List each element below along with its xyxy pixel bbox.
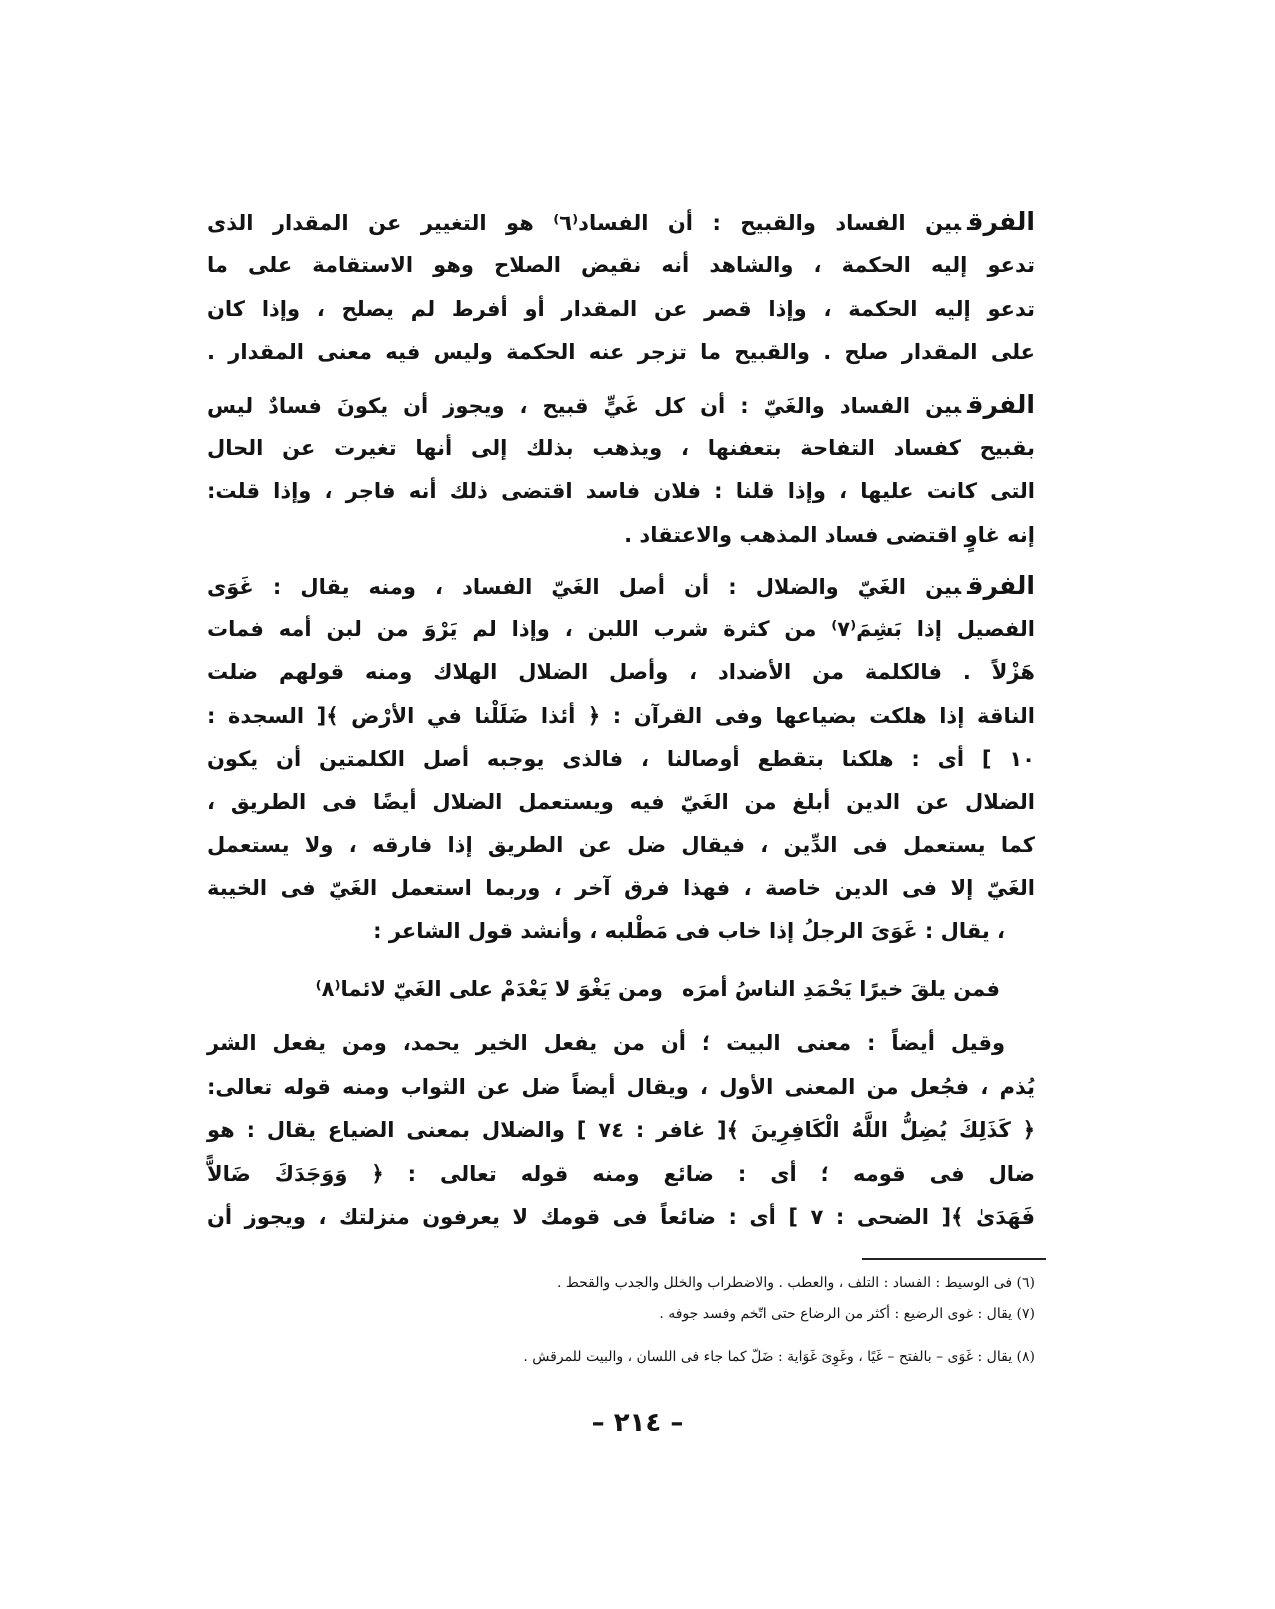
line-text: بين الغَيّ والضلال : أن أصل الغَيّ الفساد ، ومنه يقال : غَوَى: [207, 575, 962, 599]
text-line: الفصيل إذا بَشِمَ⁽٧⁾ من كثرة شرب اللبن ، وإذا لم يَرْوَ من لبن أمه فمات: [207, 617, 1036, 641]
line-text: بين الفساد والقبيح : أن الفساد⁽٦⁾ هو التغيير عن المقدار الذى: [207, 211, 962, 235]
text-line: الغَيّ إلا فى الدين خاصة ، فهذا فرق آخر ، وربما استعمل الغَيّ فى الخيبة: [207, 876, 1035, 900]
text-line: فَهَدَىٰ ﴾[ الضحى : ٧ ] أى : ضائعاً فى قومك لا يعرفون منزلتك ، ويجوز أن: [207, 1205, 1035, 1229]
verse-first-hemistich: فمن يلقَ خيرًا يَحْمَدِ الناسُ أمرَه: [681, 977, 1000, 1001]
text-line: [207, 207, 1035, 238]
text-line: [207, 571, 1035, 602]
text-line: تدعو إليه الحكمة ، وإذا قصر عن المقدار أو أفرط لم يصلح ، وإذا كان: [207, 297, 1035, 321]
text-line: كما يستعمل فى الدِّين ، فيقال ضل عن الطريق إذا فارقه ، ولا يستعمل: [207, 833, 1035, 857]
section-lead: الفرق: [967, 571, 1035, 600]
text-line: بقبيح كفساد التفاحة بتعفنها ، ويذهب بذلك إلى أنها تغيرت عن الحال: [207, 436, 1035, 460]
text-line: يُذم ، فجُعل من المعنى الأول ، ويقال أيضاً ضل عن الثواب ومنه قوله تعالى:: [207, 1075, 1035, 1099]
text-line: الضلال عن الدين أبلغ من الغَيّ فيه ويستعمل الضلال أيضًا فى الطريق ،: [207, 790, 1035, 814]
verse-second-hemistich: ومن يَغْوَ لا يَعْدَمْ على الغَيّ لائما⁽٨⁾: [315, 977, 663, 1001]
text-line: [207, 390, 1035, 421]
line-text: بين الفساد والغَيّ : أن كل غَيٍّ قبيح ، ويجوز أن يكونَ فسادٌ ليس: [207, 394, 962, 418]
text-line: الناقة إذا هلكت بضياعها وفى القرآن : ﴿ أئذا ضَلَلْنا في الأرْض ﴾[ السجدة :: [207, 704, 1035, 728]
text-line: التى كانت عليها ، وإذا قلنا : فلان فاسد اقتضى ذلك أنه فاجر ، وإذا قلت:: [207, 479, 1035, 503]
text-line: تدعو إليه الحكمة ، والشاهد أنه نقيض الصلاح وهو الاستقامة على ما: [207, 253, 1035, 277]
section-lead: الفرق: [967, 207, 1035, 236]
text-line: هَزْلاً . فالكلمة من الأضداد ، وأصل الضلال الهلاك ومنه قولهم ضلت: [207, 660, 1035, 684]
section-lead: الفرق: [967, 390, 1035, 419]
footnote: (٨) يقال : غَوَى – بالفتح – غَيًا ، وغَوِىَ غَوَاية : ضَلّ كما جاء فى اللسان ، والبيت للمرقش .: [523, 1349, 1035, 1365]
footnote: (٧) يقال : غوى الرضيع : أكثر من الرضاع حتى اتّخم وفسد جوفه .: [659, 1306, 1035, 1322]
text-line: وقيل أيضاً : معنى البيت ؛ أن من يفعل الخير يحمد، ومن يفعل الشر: [207, 1031, 1005, 1055]
footnote-divider: [862, 1258, 1046, 1260]
text-line: ضال فى قومه ؛ أى : ضائع ومنه قوله تعالى : ﴿ وَوَجَدَكَ ضَالاًّ: [207, 1162, 1035, 1186]
text-line: ، يقال : غَوَىَ الرجلُ إذا خاب فى مَطْلبه ، وأنشد قول الشاعر :: [373, 919, 1005, 943]
text-line: ﴿ كَذَلِكَ يُضِلُّ اللَّهُ الْكَافِرِينَ ﴾[ غافر : ٧٤ ] والضلال بمعنى الضياع يقال : هو: [207, 1118, 1035, 1142]
page-number: – ٢١٤ –: [591, 1408, 684, 1438]
text-line: ١٠ ] أى : هلكنا بتقطع أوصالنا ، فالذى يوجبه أصل الكلمتين أن يكون: [207, 747, 1035, 771]
text-line: على المقدار صلح . والقبيح ما تزجر عنه الحكمة وليس فيه معنى المقدار .: [207, 340, 1035, 364]
text-line: إنه غاوٍ اقتضى فساد المذهب والاعتقاد .: [624, 523, 1035, 547]
footnote: (٦) فى الوسيط : الفساد : التلف ، والعطب . والاضطراب والخلل والجدب والقحط .: [556, 1275, 1035, 1291]
